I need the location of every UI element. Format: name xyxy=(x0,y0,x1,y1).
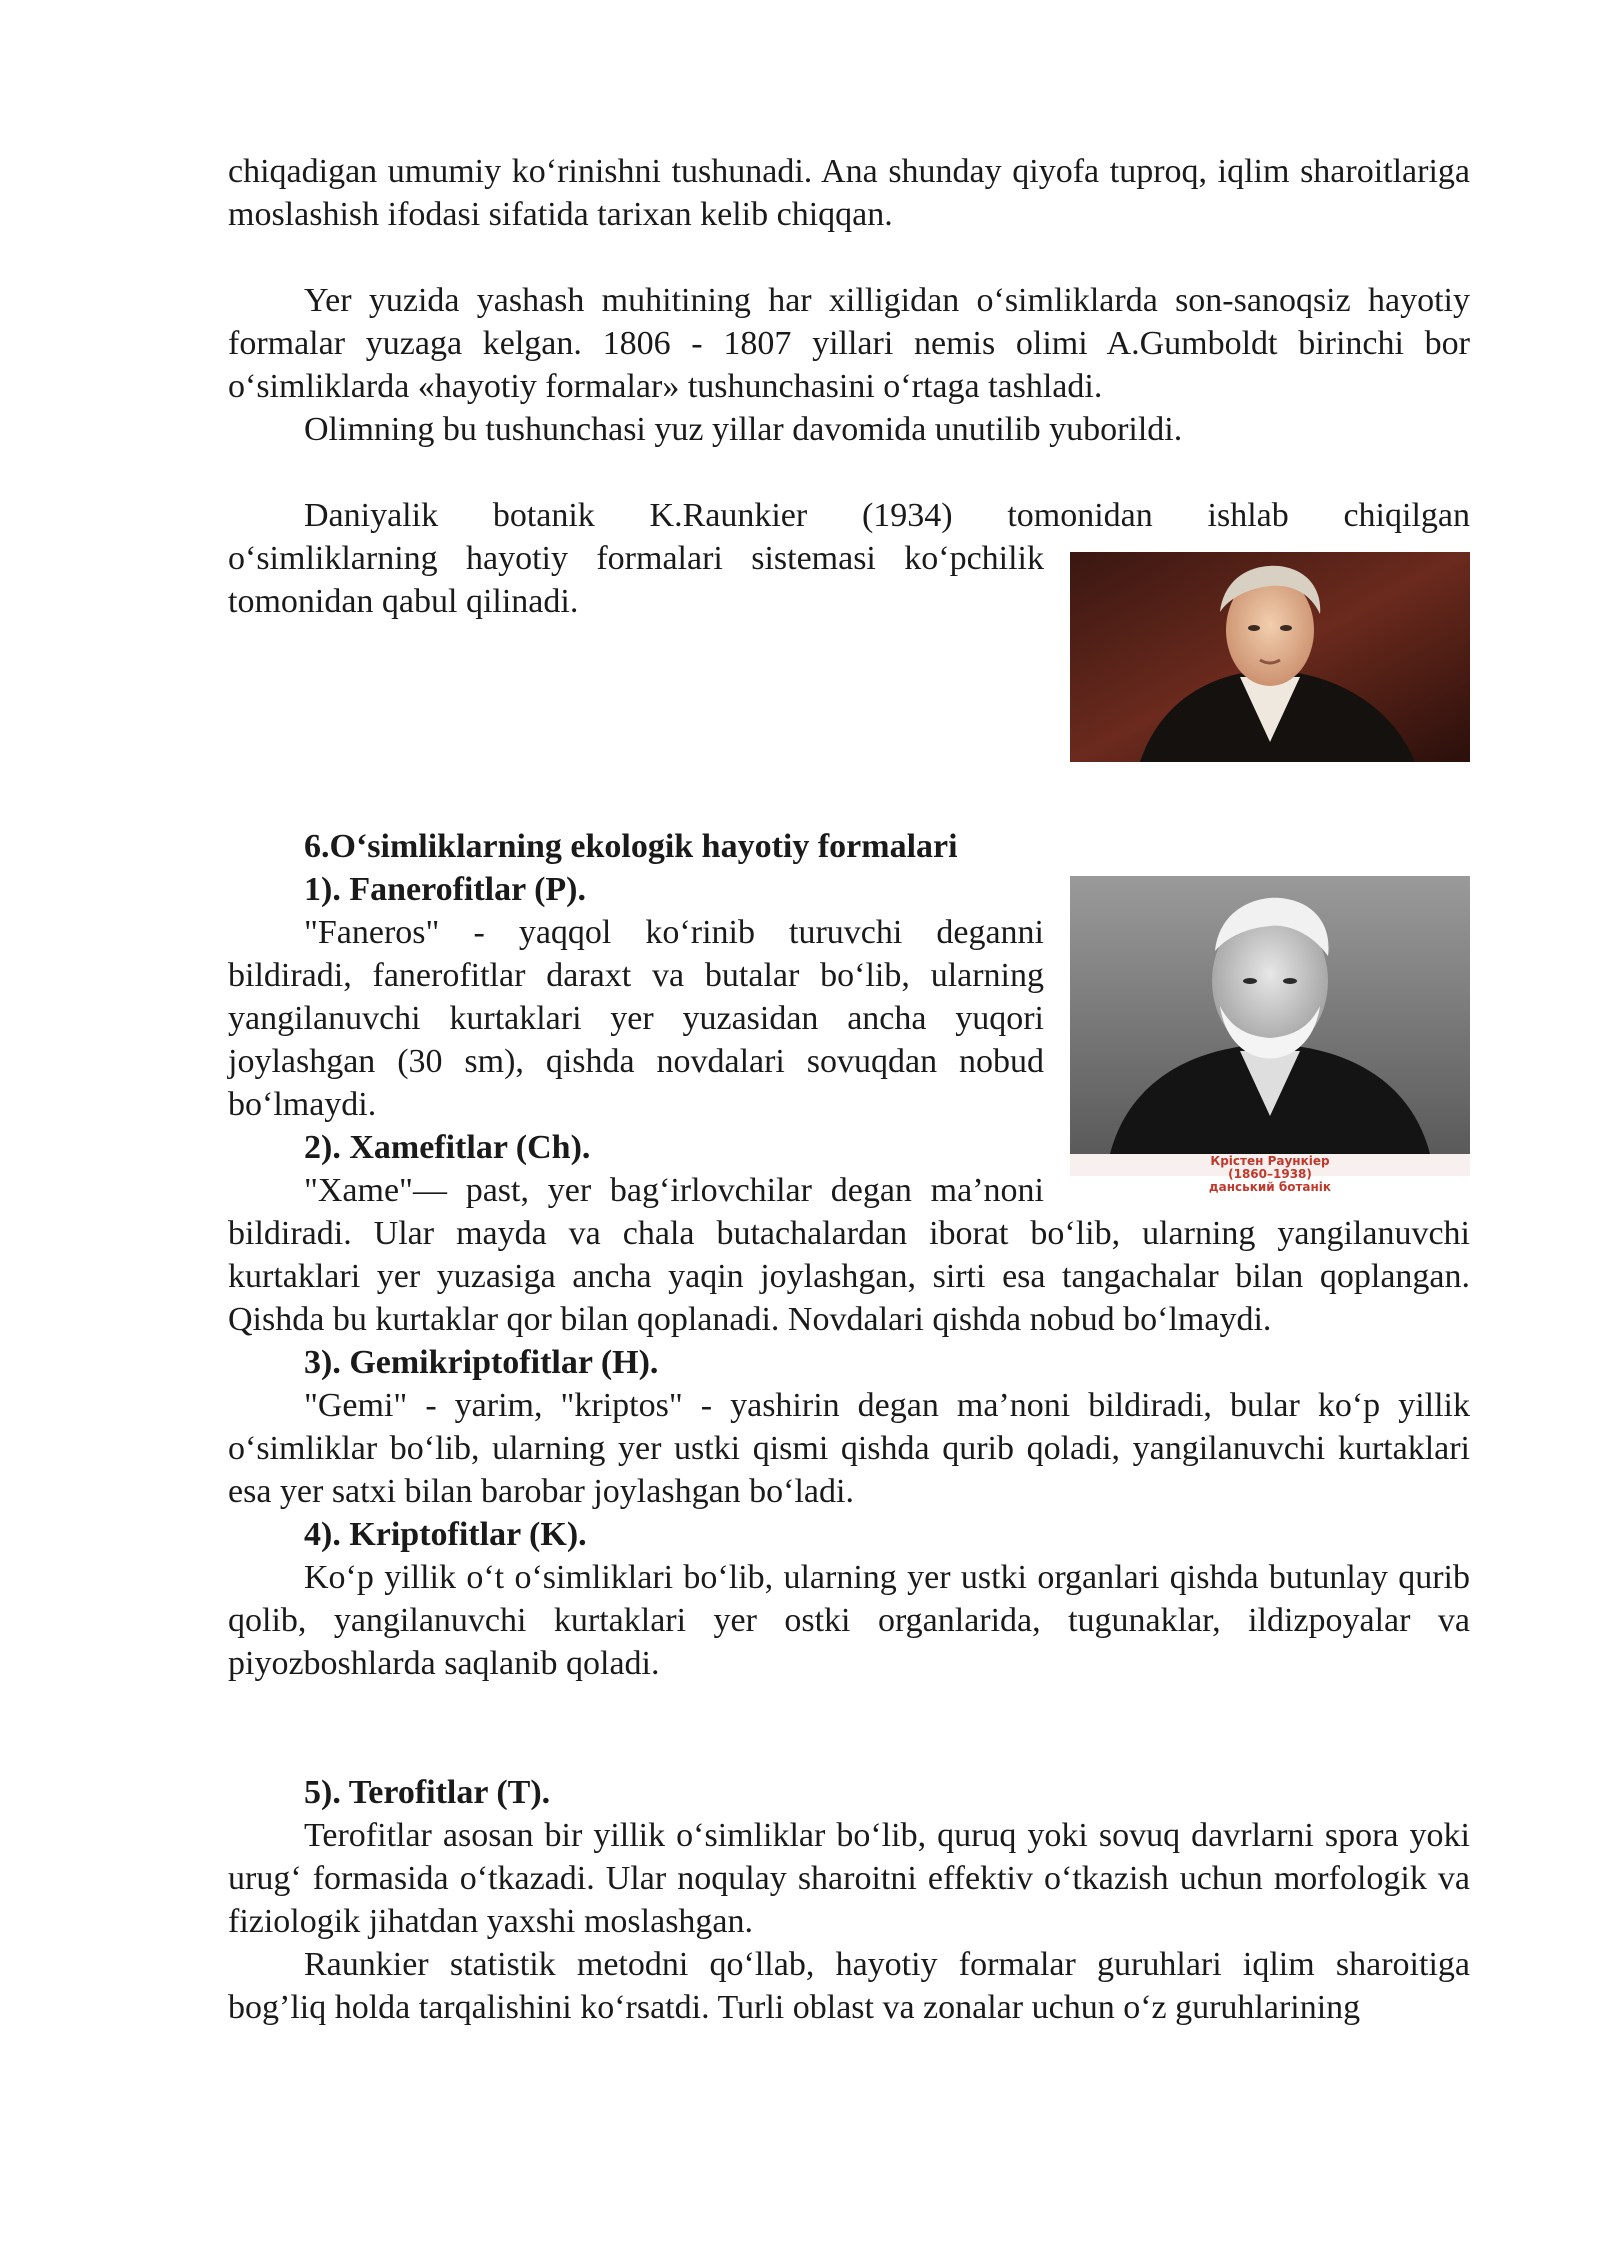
section-title: 6.Oʻsimliklarning ekologik hayotiy formalari xyxy=(304,828,958,865)
item-1-heading: 1). Fanerofitlar (P). xyxy=(304,871,586,908)
closing-paragraph: Raunkier statistik metodni qoʻllab, hayotiy formalar guruhlari iqlim sharoitiga bog’liq holda tarqalishini koʻrsatdi. Turli oblast va zonalar uchun oʻz guruhlarining xyxy=(228,1946,1470,2026)
item-3-heading: 3). Gemikriptofitlar (H). xyxy=(304,1344,659,1381)
paragraph-4-block xyxy=(228,537,1470,623)
portrait-raunkiaer-image xyxy=(1070,876,1470,1176)
item-5-heading: 5). Terofitlar (T). xyxy=(304,1774,551,1811)
caption-line-3: данський ботанік xyxy=(1208,1180,1332,1194)
paragraph-4-line1: Daniyalik botanik K.Raunkier (1934) tomonidan ishlab chiqilgan xyxy=(304,497,1470,534)
caption-line-2: (1860–1938) xyxy=(1228,1167,1312,1181)
paragraph-2: Yer yuzida yashash muhitining har xilligidan oʻsimliklarda son-sanoqsiz hayotiy formalar yuzaga kelgan. 1806 - 1807 yillari nemis olimi A.Gumboldt birinchi bor oʻsimliklarda «hayotiy formalar» tushunchasini oʻrtaga tashladi. xyxy=(228,282,1470,405)
paragraph-3: Olimning bu tushunchasi yuz yillar davomida unutilib yuborildi. xyxy=(304,411,1183,448)
portrait-raunkiaer-figure xyxy=(1070,876,1470,1194)
item-4-heading: 4). Kriptofitlar (K). xyxy=(304,1516,587,1553)
document-page xyxy=(228,150,1470,2029)
item-5-text: Terofitlar asosan bir yillik oʻsimliklar boʻlib, quruq yoki sovuq davrlarni spora yoki urugʻ formasida oʻtkazadi. Ular noqulay sharoitni effektiv oʻtkazish uchun morfologik va fiziologik jihatdan yaxshi moslashgan. xyxy=(228,1817,1470,1940)
item-2-text: "Xame"— past, yer bagʻirlovchilar degan ma’noni bildiradi. Ular mayda va chala butachalardan iborat boʻlib, ularning yangilanuvchi kurtaklari yer yuzasiga ancha yaqin joylashgan, sirti esa tangachalar bilan qoplangan. Qishda bu kurtaklar qor bilan qoplanadi. Novdalari qishda nobud boʻlmaydi. xyxy=(228,1172,1470,1338)
caption-line-1: Крістен Раункіер xyxy=(1210,1154,1330,1168)
paragraph-4-rest: oʻsimliklarning hayotiy formalari sistemasi koʻpchilik tomonidan qabul qilinadi. xyxy=(228,540,1044,620)
item-4-text: Koʻp yillik oʻt oʻsimliklari boʻlib, ularning yer ustki organlari qishda butunlay qurib qolib, yangilanuvchi kurtaklari yer ostki organlarida, tugunaklar, ildizpoyalar va piyozboshlarda saqlanib qoladi. xyxy=(228,1559,1470,1682)
item-2-heading: 2). Xamefitlar (Ch). xyxy=(304,1129,591,1166)
item-3-text: "Gemi" - yarim, "kriptos" - yashirin degan ma’noni bildiradi, bular koʻp yillik oʻsimliklar boʻlib, ularning yer ustki qismi qishda qurib qoladi, yangilanuvchi kurtaklari esa yer satxi bilan barobar joylashgan boʻladi. xyxy=(228,1387,1470,1510)
item-1-text: "Faneros" - yaqqol koʻrinib turuvchi deganni bildiradi, fanerofitlar daraxt va butalar boʻlib, ularning yangilanuvchi kurtaklari yer yuzasidan ancha yuqori joylashgan (30 sm), qishda novdalari sovuqdan nobud boʻlmaydi. xyxy=(228,914,1044,1123)
portrait-caption xyxy=(1070,1155,1470,1194)
portrait-humboldt-image xyxy=(1070,552,1470,762)
paragraph-1: chiqadigan umumiy koʻrinishni tushunadi. Ana shunday qiyofa tuproq, iqlim sharoitlariga moslashish ifodasi sifatida tarixan kelib chiqqan. xyxy=(228,153,1470,233)
